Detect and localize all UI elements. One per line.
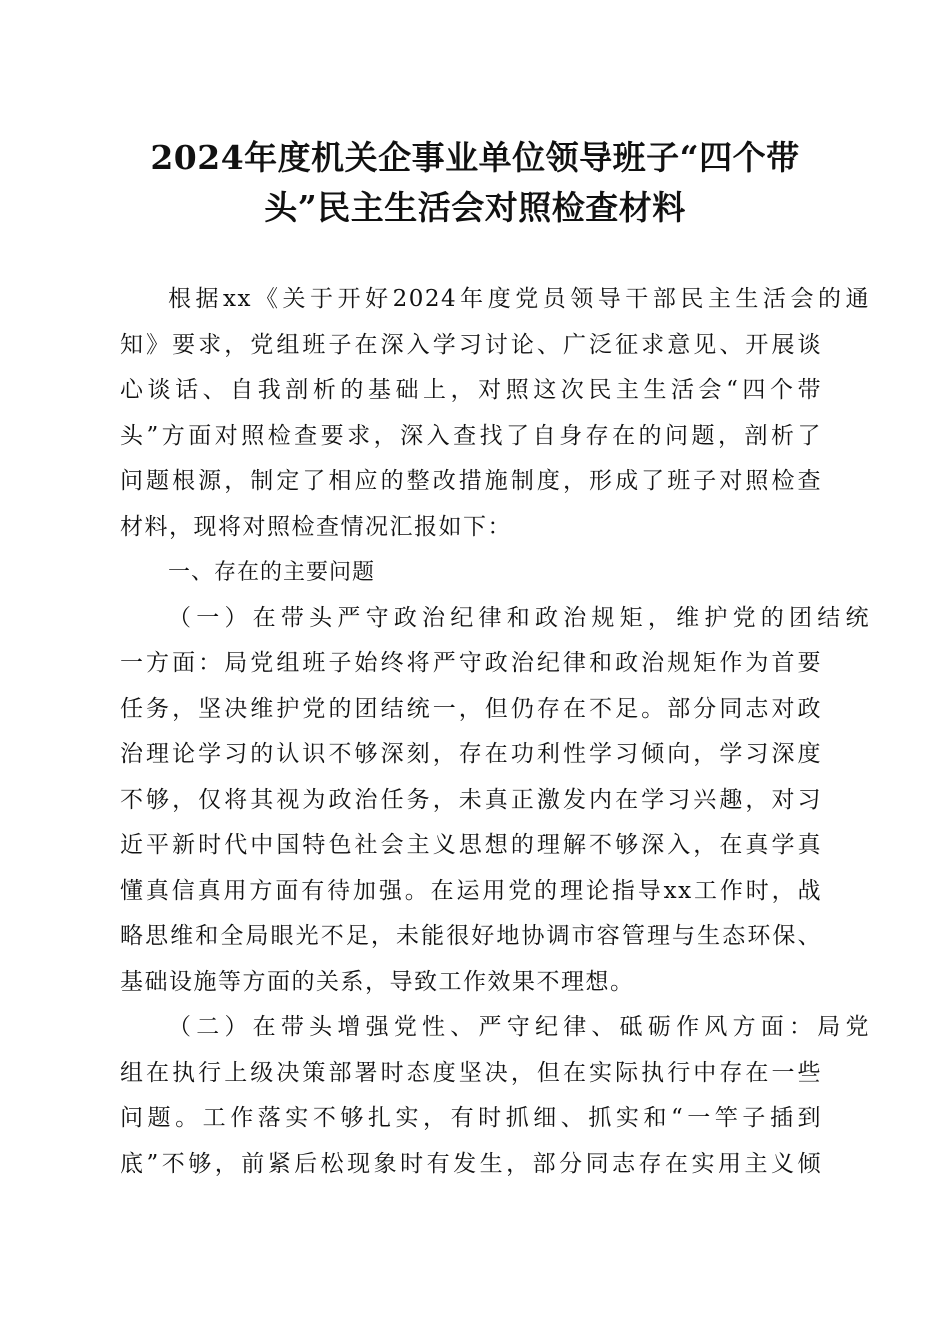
document-title-line-2: 头”民主生活会对照检查材料 [264,188,686,227]
intro-line: 问题根源，制定了相应的整改措施制度，形成了班子对照检查 [120,468,822,494]
section-heading: 一、存在的主要问题 [168,560,376,585]
paragraph-2-line: 组在执行上级决策部署时态度坚决，但在实际执行中存在一些 [120,1059,822,1086]
paragraph-2-line: （二）在带头增强党性、严守纪律、砥砺作风方面：局党 [168,1014,870,1040]
intro-line: 心谈话、自我剖析的基础上，对照这次民主生活会“四个带 [120,377,822,403]
paragraph-1-line: 懂真信真用方面有待加强。在运用党的理论指导xx工作时，战 [120,877,822,904]
intro-line: 材料，现将对照检查情况汇报如下： [120,513,512,540]
intro-line: 知》要求，党组班子在深入学习讨论、广泛征求意见、开展谈 [120,331,822,358]
paragraph-1-line: （一）在带头严守政治纪律和政治规矩，维护党的团结统 [168,604,870,631]
paragraph-2-line: 底”不够，前紧后松现象时有发生，部分同志存在实用主义倾 [120,1150,822,1177]
paragraph-1-line: 略思维和全局眼光不足，未能很好地协调市容管理与生态环保、 [120,923,822,949]
intro-line: 头”方面对照检查要求，深入查找了自身存在的问题，剖析了 [120,422,822,449]
document-title-line-1: 2024年度机关企事业单位领导班子“四个带 [150,138,800,177]
paragraph-1-line: 不够，仅将其视为政治任务，未真正激发内在学习兴趣，对习 [120,786,822,813]
paragraph-1-line: 近平新时代中国特色社会主义思想的理解不够深入，在真学真 [120,832,822,858]
paragraph-1-line: 治理论学习的认识不够深刻，存在功利性学习倾向，学习深度 [120,741,822,767]
paragraph-1-line: 基础设施等方面的关系，导致工作效果不理想。 [120,968,635,995]
intro-line: 根据xx《关于开好2024年度党员领导干部民主生活会的通 [168,286,870,312]
paragraph-1-line: 任务，坚决维护党的团结统一，但仍存在不足。部分同志对政 [120,695,822,722]
document-body [120,277,870,1187]
paragraph-1-line: 一方面：局党组班子始终将严守政治纪律和政治规矩作为首要 [120,650,822,676]
paragraph-2-line: 问题。工作落实不够扎实，有时抓细、抓实和“一竿子插到 [120,1105,822,1131]
